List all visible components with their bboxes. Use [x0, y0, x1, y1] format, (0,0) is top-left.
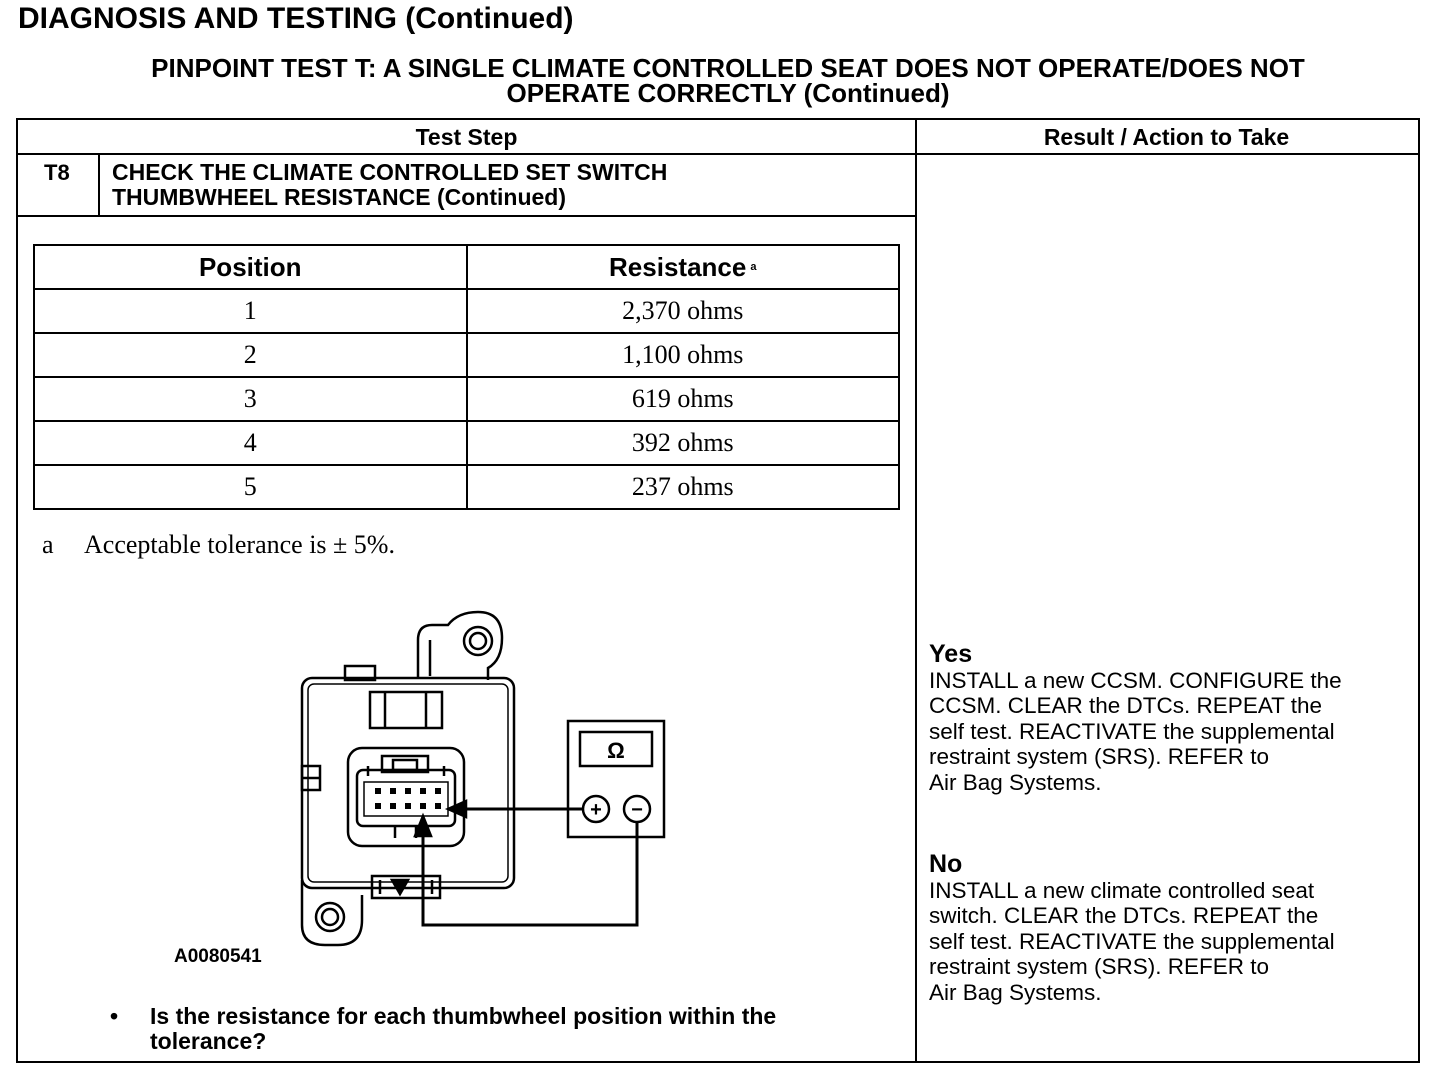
table-row [34, 377, 899, 421]
step-row-divider [16, 215, 917, 217]
result-no-line: Air Bag Systems. [929, 979, 1102, 1005]
resistance-cell: 619 ohms [467, 377, 900, 421]
page-title: DIAGNOSIS AND TESTING (Continued) [18, 2, 574, 35]
header-position [34, 245, 467, 289]
position-cell: 4 [34, 421, 467, 465]
position-cell: 5 [34, 465, 467, 509]
header-position-label: Position [198, 251, 302, 282]
table-row [34, 421, 899, 465]
result-yes-label: Yes [929, 640, 973, 668]
pinpoint-title-line2: OPERATE CORRECTLY (Continued) [506, 78, 950, 108]
position-cell: 1 [34, 289, 467, 333]
result-yes-line: Air Bag Systems. [929, 769, 1102, 795]
question-line2: tolerance? [150, 1028, 267, 1054]
header-result-action: Result / Action to Take [1043, 124, 1290, 150]
step-id-divider [98, 155, 100, 216]
table-row [34, 289, 899, 333]
result-no-line: restraint system (SRS). REFER to [929, 954, 1270, 979]
connector-test-figure [290, 605, 680, 950]
connector-pins [375, 788, 441, 809]
positive-symbol: + [590, 799, 602, 821]
resistance-cell: 392 ohms [467, 421, 900, 465]
result-yes-line: self test. REACTIVATE the supplemental [929, 718, 1335, 744]
step-title [112, 160, 667, 210]
result-no-line: INSTALL a new climate controlled seat [929, 877, 1315, 903]
switch-housing [302, 678, 514, 888]
column-divider [915, 118, 917, 1061]
header-test-step: Test Step [415, 124, 518, 150]
position-cell: 3 [34, 377, 467, 421]
bullet: • [110, 1003, 119, 1029]
table-row [34, 465, 899, 509]
connector-shroud [348, 748, 464, 846]
footnote-text: Acceptable tolerance is ± 5%. [84, 530, 395, 559]
result-no-line: switch. CLEAR the DTCs. REPEAT the [929, 903, 1319, 928]
resistance-table-header-row [34, 245, 899, 289]
ohm-symbol: Ω [607, 738, 625, 763]
resistance-table [33, 244, 900, 510]
pinpoint-title-line1: PINPOINT TEST T: A SINGLE CLIMATE CONTROLLED SEAT DOES NOT OPERATE/DOES NOT [151, 53, 1305, 83]
result-no-line: self test. REACTIVATE the supplemental [929, 928, 1335, 954]
mounting-hole-top [464, 627, 492, 655]
resistance-cell: 1,100 ohms [467, 333, 900, 377]
pinpoint-test-title [40, 53, 1416, 108]
result-no [929, 852, 1409, 1005]
header-resistance-label: Resistance [609, 251, 747, 282]
mounting-hole-bottom [316, 903, 344, 931]
latch-slot [370, 692, 442, 728]
question-line1: Is the resistance for each thumbwheel position within the [150, 1003, 777, 1029]
position-cell: 2 [34, 333, 467, 377]
mounting-tab-bottom [302, 880, 362, 945]
result-yes-line: restraint system (SRS). REFER to [929, 744, 1270, 769]
header-resistance [467, 245, 900, 289]
result-yes-line: INSTALL a new CCSM. CONFIGURE the [929, 667, 1342, 693]
figure-id: A0080541 [174, 946, 262, 967]
negative-symbol: − [631, 799, 643, 821]
footnote-ref: a [750, 260, 757, 273]
resistance-cell: 2,370 ohms [467, 289, 900, 333]
result-no-label: No [929, 850, 963, 878]
result-yes-line: CCSM. CLEAR the DTCs. REPEAT the [929, 693, 1323, 718]
header-divider [16, 153, 1418, 155]
result-yes [929, 642, 1409, 795]
tolerance-footnote [42, 530, 395, 560]
step-id: T8 [44, 160, 70, 185]
test-question [110, 1004, 890, 1054]
resistance-cell: 237 ohms [467, 465, 900, 509]
table-row [34, 333, 899, 377]
step-title-line2: THUMBWHEEL RESISTANCE (Continued) [112, 184, 567, 210]
step-title-line1: CHECK THE CLIMATE CONTROLLED SET SWITCH [112, 159, 668, 185]
footnote-mark: a [42, 530, 54, 559]
